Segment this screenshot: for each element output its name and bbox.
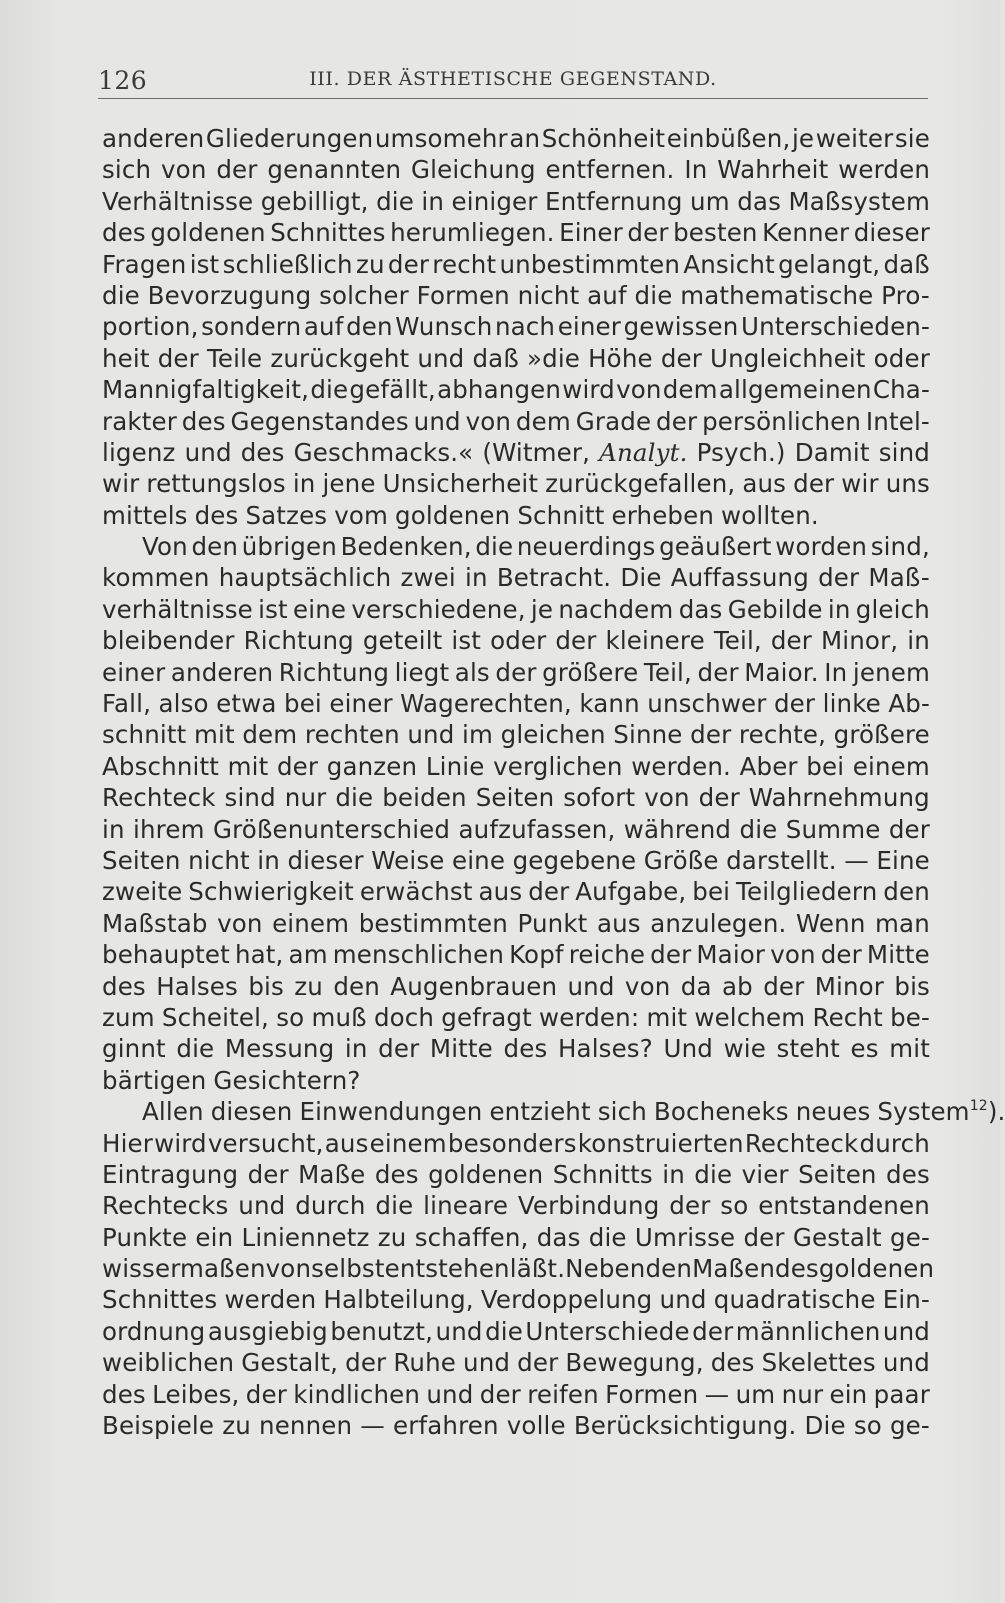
- text-line: wir rettungslos in jene Unsicherheit zurückgefallen, aus der wir uns: [102, 469, 930, 499]
- text-line: Verhältnisse gebilligt, die in einiger Entfernung um das Maßsystem: [102, 186, 930, 216]
- running-head: [98, 66, 928, 99]
- text-line: Punkte ein Liniennetz zu schaffen, das die Umrisse der Gestalt ge-: [102, 1222, 930, 1252]
- body-text: [102, 123, 1005, 1441]
- text-line: ordnung ausgiebig benutzt, und die Unterschiede der männlichen und: [102, 1316, 930, 1346]
- text-line: ginnt die Messung in der Mitte des Halses? Und wie steht es mit: [102, 1034, 930, 1064]
- text-line: Mannigfaltigkeit, die gefällt, abhangen wird von dem allgemeinen Cha-: [102, 375, 930, 405]
- text-line: rakter des Gegenstandes und von dem Grade der persönlichen Intel-: [102, 406, 930, 436]
- text-line: des Halses bis zu den Augenbrauen und von da ab der Minor bis: [102, 971, 930, 1001]
- text-line: heit der Teile zurückgeht und daß »die Höhe der Ungleichheit oder: [102, 343, 930, 373]
- text-line: zum Scheitel, so muß doch gefragt werden: mit welchem Recht be-: [102, 1002, 930, 1032]
- text-line: Fragen ist schließlich zu der recht unbestimmten Ansicht gelangt, daß: [102, 249, 930, 279]
- text-line: die Bevorzugung solcher Formen nicht auf die mathematische Pro-: [102, 280, 930, 310]
- text-line: Von den übrigen Bedenken, die neuerdings geäußert worden sind,: [142, 532, 930, 562]
- text-line: Rechteck sind nur die beiden Seiten sofort von der Wahrnehmung: [102, 783, 930, 813]
- text-line: Beispiele zu nennen — erfahren volle Berücksichtigung. Die so ge-: [102, 1411, 930, 1441]
- text-line: des goldenen Schnittes herumliegen. Einer der besten Kenner dieser: [102, 218, 930, 248]
- text-line: portion, sondern auf den Wunsch nach einer gewissen Unterschieden-: [102, 312, 930, 342]
- text-line: kommen hauptsächlich zwei in Betracht. Die Auffassung der Maß-: [102, 563, 930, 593]
- text-line: anderen Gliederungen umsomehr an Schönheit einbüßen, je weiter sie: [102, 124, 930, 153]
- text-line: Eintragung der Maße des goldenen Schnitts in die vier Seiten des: [102, 1159, 930, 1189]
- text-line: des Leibes, der kindlichen und der reifen Formen — um nur ein paar: [102, 1379, 930, 1409]
- text-line: bleibender Richtung geteilt ist oder der kleinere Teil, der Minor, in: [102, 626, 930, 656]
- text-line: Maßstab von einem bestimmten Punkt aus anzulegen. Wenn man: [102, 908, 930, 938]
- text-line: bärtigen Gesichtern?: [102, 1065, 361, 1095]
- text-line: verhältnisse ist eine verschiedene, je nachdem das Gebilde in gleich: [102, 594, 930, 624]
- text-line: Rechtecks und durch die lineare Verbindung der so entstandenen: [102, 1191, 930, 1221]
- text-line: weiblichen Gestalt, der Ruhe und der Bewegung, des Skelettes und: [102, 1348, 930, 1378]
- footnote-marker: 12: [969, 1098, 988, 1115]
- text-line: einer anderen Richtung liegt als der größere Teil, der Maior. In jenem: [102, 657, 930, 687]
- text-line: behauptet hat, am menschlichen Kopf reiche der Maior von der Mitte: [102, 940, 930, 970]
- text-line: Schnittes werden Halbteilung, Verdoppelung und quadratische Ein-: [102, 1285, 930, 1315]
- text-line: Abschnitt mit der ganzen Linie verglichen werden. Aber bei einem: [102, 751, 930, 781]
- text-line: schnitt mit dem rechten und im gleichen Sinne der rechte, größere: [102, 720, 930, 750]
- text-line: Seiten nicht in dieser Weise eine gegebene Größe darstellt. — Eine: [102, 845, 930, 875]
- chapter-title: III. DER ÄSTHETISCHE GEGENSTAND.: [309, 68, 717, 90]
- text-line: ligenz und des Geschmacks.« (Witmer, Analyt. Psych.) Damit sind: [102, 437, 930, 467]
- text-line: wissermaßen von selbst entstehen läßt. Neben den Maßen des goldenen: [102, 1254, 935, 1284]
- text-line: sich von der genannten Gleichung entfernen. In Wahrheit werden: [102, 155, 930, 185]
- text-line: zweite Schwierigkeit erwächst aus der Aufgabe, bei Teilgliedern den: [102, 877, 930, 907]
- page-number: 126: [98, 66, 148, 95]
- text-line: in ihrem Größenunterschied aufzufassen, während die Summe der: [102, 814, 930, 844]
- text-line: Allen diesen Einwendungen entzieht sich Bocheneks neues System$^{12}$).: [142, 1097, 1005, 1127]
- text-line: mittels des Satzes vom goldenen Schnitt erheben wollten.: [102, 500, 819, 530]
- text-line: Fall, also etwa bei einer Wagerechten, kann unschwer der linke Ab-: [102, 689, 930, 719]
- text-line: Hier wird versucht, aus einem besonders konstruierten Rechteck durch: [102, 1128, 930, 1158]
